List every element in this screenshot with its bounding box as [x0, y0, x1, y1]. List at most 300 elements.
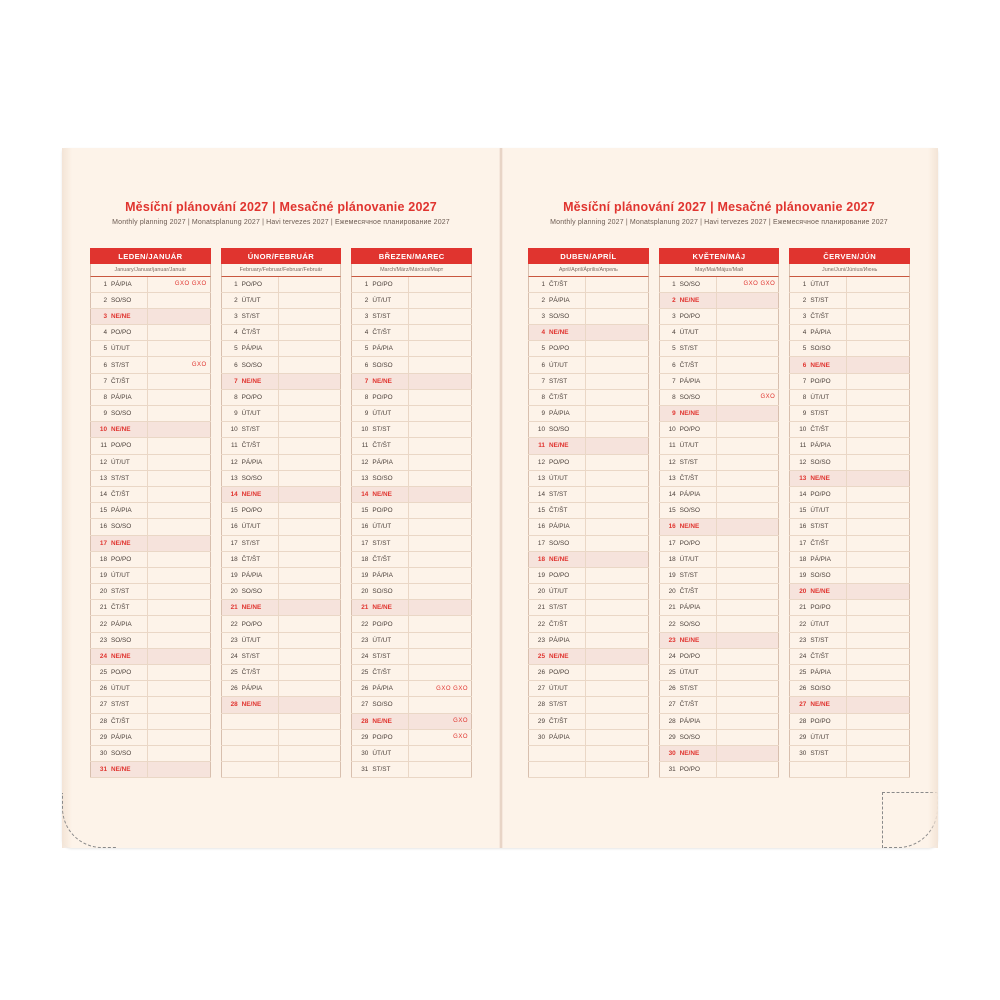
day-note-field[interactable] — [278, 665, 341, 681]
day-name: NE/NE — [109, 422, 148, 438]
day-note-field[interactable] — [148, 535, 211, 551]
day-name: ST/ST — [678, 454, 717, 470]
day-note-field[interactable] — [847, 665, 910, 681]
day-note-field[interactable] — [847, 713, 910, 729]
table-row — [352, 325, 472, 341]
table-row — [91, 713, 211, 729]
day-note-field[interactable] — [278, 406, 341, 422]
table-row — [659, 551, 779, 567]
day-note-field[interactable] — [409, 422, 472, 438]
day-note-field[interactable] — [847, 292, 910, 308]
table-row — [529, 373, 649, 389]
day-number: 24 — [221, 648, 240, 664]
day-note-field[interactable] — [409, 486, 472, 502]
day-name: ST/ST — [240, 648, 279, 664]
day-note-field[interactable] — [847, 616, 910, 632]
table-row — [790, 729, 910, 745]
day-note-field[interactable] — [409, 697, 472, 713]
day-name: PO/PO — [109, 665, 148, 681]
day-number: 19 — [91, 567, 110, 583]
day-note-field[interactable] — [586, 616, 649, 632]
day-note-field[interactable] — [586, 292, 649, 308]
day-note-field[interactable] — [847, 486, 910, 502]
day-name: ÚT/UT — [240, 406, 279, 422]
day-note-field[interactable] — [278, 292, 341, 308]
day-note-field[interactable] — [278, 308, 341, 324]
table-row — [91, 454, 211, 470]
day-name: PÁ/PIA — [240, 681, 279, 697]
day-note-field[interactable] — [716, 551, 779, 567]
day-note-field[interactable] — [148, 325, 211, 341]
day-note-field[interactable] — [716, 648, 779, 664]
table-row — [221, 406, 341, 422]
day-name: PO/PO — [808, 713, 847, 729]
day-note-field[interactable] — [847, 535, 910, 551]
handwritten-mark: GXO — [453, 718, 469, 725]
day-note-field[interactable] — [716, 357, 779, 373]
day-note-field[interactable] — [847, 632, 910, 648]
day-note-field[interactable] — [847, 373, 910, 389]
day-note-field[interactable] — [716, 470, 779, 486]
day-name: PÁ/PIA — [678, 713, 717, 729]
day-number: 9 — [529, 406, 548, 422]
day-note-field[interactable] — [716, 438, 779, 454]
day-note-field[interactable] — [148, 389, 211, 405]
day-name: SO/SO — [240, 584, 279, 600]
day-note-field[interactable] — [148, 665, 211, 681]
day-note-field[interactable] — [148, 729, 211, 745]
day-note-field[interactable] — [716, 325, 779, 341]
day-note-field[interactable] — [278, 551, 341, 567]
month-day-table — [528, 277, 649, 779]
table-row — [790, 535, 910, 551]
day-note-field[interactable] — [847, 357, 910, 373]
table-row — [91, 470, 211, 486]
day-note-field[interactable] — [148, 486, 211, 502]
day-note-field[interactable] — [409, 292, 472, 308]
table-row — [659, 486, 779, 502]
day-note-field[interactable] — [716, 308, 779, 324]
day-number: 21 — [352, 600, 371, 616]
day-note-field[interactable] — [409, 277, 472, 293]
day-note-field[interactable] — [278, 438, 341, 454]
day-note-field[interactable] — [278, 762, 341, 778]
day-name: ST/ST — [109, 357, 148, 373]
day-note-field[interactable] — [148, 454, 211, 470]
table-row — [352, 341, 472, 357]
day-note-field[interactable] — [716, 584, 779, 600]
day-note-field[interactable] — [847, 600, 910, 616]
day-name: ST/ST — [240, 422, 279, 438]
day-note-field[interactable] — [586, 470, 649, 486]
day-note-field[interactable] — [148, 648, 211, 664]
day-name: PO/PO — [109, 438, 148, 454]
table-row — [659, 697, 779, 713]
day-note-field[interactable] — [716, 632, 779, 648]
day-note-field[interactable] — [409, 713, 472, 729]
day-note-field[interactable] — [586, 422, 649, 438]
day-note-field[interactable] — [409, 632, 472, 648]
day-note-field[interactable] — [148, 373, 211, 389]
day-note-field[interactable] — [148, 600, 211, 616]
month-title: LEDEN/JANUÁR — [90, 248, 211, 264]
day-note-field[interactable] — [148, 745, 211, 761]
day-note-field[interactable] — [716, 486, 779, 502]
table-row — [352, 632, 472, 648]
day-note-field[interactable] — [278, 697, 341, 713]
table-row — [352, 729, 472, 745]
table-row — [91, 341, 211, 357]
day-name: ČT/ŠT — [678, 697, 717, 713]
table-row — [352, 713, 472, 729]
table-row — [91, 600, 211, 616]
day-note-field[interactable] — [278, 325, 341, 341]
day-note-field[interactable] — [586, 632, 649, 648]
month-title: KVĚTEN/MÁJ — [659, 248, 780, 264]
table-row — [221, 341, 341, 357]
day-note-field[interactable] — [586, 357, 649, 373]
month-column--erven-j-n — [789, 248, 910, 778]
day-note-field[interactable] — [586, 551, 649, 567]
day-note-field[interactable] — [716, 406, 779, 422]
day-note-field[interactable] — [148, 584, 211, 600]
handwritten-mark: GXO GXO — [436, 685, 469, 692]
day-note-field[interactable] — [586, 308, 649, 324]
day-note-field[interactable] — [847, 551, 910, 567]
table-row — [221, 277, 341, 293]
day-note-field[interactable] — [716, 600, 779, 616]
day-note-field[interactable] — [409, 341, 472, 357]
day-number: 3 — [790, 308, 809, 324]
day-note-field[interactable] — [278, 567, 341, 583]
month-day-table — [659, 277, 780, 779]
day-number: 8 — [221, 389, 240, 405]
day-number: 21 — [659, 600, 678, 616]
day-note-field[interactable] — [148, 713, 211, 729]
day-number: 23 — [352, 632, 371, 648]
day-note-field[interactable] — [847, 389, 910, 405]
day-note-field[interactable] — [847, 567, 910, 583]
day-note-field[interactable] — [586, 729, 649, 745]
day-note-field[interactable] — [409, 308, 472, 324]
day-note-field[interactable] — [586, 454, 649, 470]
day-note-field[interactable] — [847, 406, 910, 422]
day-note-field[interactable] — [586, 277, 649, 293]
day-name: PO/PO — [370, 389, 409, 405]
day-number: 12 — [659, 454, 678, 470]
day-note-field[interactable] — [586, 745, 649, 761]
day-number: 19 — [659, 567, 678, 583]
day-note-field[interactable] — [847, 762, 910, 778]
day-note-field[interactable] — [278, 486, 341, 502]
day-note-field[interactable] — [847, 341, 910, 357]
table-row — [790, 648, 910, 664]
day-name: PO/PO — [678, 535, 717, 551]
day-note-field[interactable] — [586, 600, 649, 616]
day-note-field[interactable] — [409, 389, 472, 405]
day-note-field[interactable] — [716, 697, 779, 713]
day-note-field[interactable] — [409, 665, 472, 681]
day-note-field[interactable] — [409, 745, 472, 761]
table-row — [352, 357, 472, 373]
day-note-field[interactable] — [278, 713, 341, 729]
day-note-field[interactable] — [586, 438, 649, 454]
day-note-field[interactable] — [586, 486, 649, 502]
day-note-field[interactable] — [716, 341, 779, 357]
day-number: 5 — [352, 341, 371, 357]
table-row — [529, 277, 649, 293]
day-number: 25 — [529, 648, 548, 664]
day-number: 20 — [221, 584, 240, 600]
table-row — [352, 762, 472, 778]
day-note-field[interactable] — [847, 438, 910, 454]
day-note-field[interactable] — [847, 729, 910, 745]
day-note-field[interactable] — [847, 648, 910, 664]
day-name: PÁ/PIA — [678, 373, 717, 389]
day-note-field[interactable] — [278, 519, 341, 535]
day-note-field[interactable] — [409, 438, 472, 454]
day-name: PÁ/PIA — [808, 665, 847, 681]
day-note-field[interactable] — [148, 762, 211, 778]
table-row — [352, 470, 472, 486]
day-note-field[interactable] — [716, 454, 779, 470]
day-note-field[interactable] — [148, 277, 211, 293]
day-note-field[interactable] — [716, 665, 779, 681]
day-note-field[interactable] — [586, 697, 649, 713]
day-note-field[interactable] — [586, 567, 649, 583]
day-note-field[interactable] — [586, 389, 649, 405]
day-name: PÁ/PIA — [240, 567, 279, 583]
day-name: ÚT/UT — [370, 745, 409, 761]
day-number: 2 — [221, 292, 240, 308]
day-note-field[interactable] — [586, 681, 649, 697]
day-name: ČT/ŠT — [678, 470, 717, 486]
day-note-field[interactable] — [148, 551, 211, 567]
day-note-field[interactable] — [409, 535, 472, 551]
day-note-field[interactable] — [409, 584, 472, 600]
day-note-field[interactable] — [148, 292, 211, 308]
day-note-field[interactable] — [409, 503, 472, 519]
table-row — [790, 486, 910, 502]
day-note-field[interactable] — [847, 308, 910, 324]
day-note-field[interactable] — [148, 308, 211, 324]
day-name: NE/NE — [370, 486, 409, 502]
month-subtitle: May/Mai/Május/Май — [659, 264, 780, 277]
table-row — [790, 616, 910, 632]
day-note-field[interactable] — [409, 567, 472, 583]
day-note-field[interactable] — [148, 681, 211, 697]
day-note-field[interactable] — [409, 373, 472, 389]
day-note-field[interactable] — [586, 665, 649, 681]
table-row — [529, 632, 649, 648]
day-note-field[interactable] — [278, 470, 341, 486]
table-row — [790, 406, 910, 422]
day-note-field[interactable] — [278, 535, 341, 551]
day-note-field[interactable] — [716, 389, 779, 405]
day-name: NE/NE — [547, 438, 586, 454]
day-number: 21 — [529, 600, 548, 616]
day-note-field[interactable] — [847, 470, 910, 486]
day-note-field[interactable] — [586, 406, 649, 422]
day-note-field[interactable] — [278, 600, 341, 616]
day-note-field[interactable] — [409, 729, 472, 745]
day-number — [221, 745, 240, 761]
day-note-field[interactable] — [847, 681, 910, 697]
day-name: PO/PO — [240, 389, 279, 405]
day-note-field[interactable] — [148, 438, 211, 454]
day-number: 25 — [790, 665, 809, 681]
day-name: NE/NE — [240, 486, 279, 502]
day-note-field[interactable] — [148, 503, 211, 519]
day-note-field[interactable] — [716, 729, 779, 745]
day-note-field[interactable] — [847, 422, 910, 438]
day-number: 24 — [91, 648, 110, 664]
day-number: 22 — [91, 616, 110, 632]
day-number: 23 — [659, 632, 678, 648]
day-number: 8 — [529, 389, 548, 405]
day-note-field[interactable] — [278, 373, 341, 389]
day-note-field[interactable] — [716, 373, 779, 389]
table-row — [221, 567, 341, 583]
day-note-field[interactable] — [148, 357, 211, 373]
day-number: 11 — [91, 438, 110, 454]
day-note-field[interactable] — [716, 292, 779, 308]
day-note-field[interactable] — [847, 454, 910, 470]
day-name: ČT/ŠT — [240, 551, 279, 567]
day-note-field[interactable] — [409, 616, 472, 632]
day-note-field[interactable] — [847, 277, 910, 293]
day-note-field[interactable] — [409, 600, 472, 616]
day-name: SO/SO — [547, 308, 586, 324]
day-name: SO/SO — [109, 632, 148, 648]
day-note-field[interactable] — [278, 389, 341, 405]
day-number: 9 — [659, 406, 678, 422]
day-note-field[interactable] — [278, 681, 341, 697]
day-note-field[interactable] — [586, 648, 649, 664]
day-note-field[interactable] — [847, 519, 910, 535]
day-number: 30 — [91, 745, 110, 761]
day-name: ČT/ŠT — [370, 665, 409, 681]
day-note-field[interactable] — [847, 584, 910, 600]
day-note-field[interactable] — [278, 648, 341, 664]
day-note-field[interactable] — [716, 277, 779, 293]
table-row — [91, 486, 211, 502]
day-number: 24 — [659, 648, 678, 664]
day-note-field[interactable] — [148, 519, 211, 535]
day-note-field[interactable] — [409, 454, 472, 470]
day-note-field[interactable] — [586, 341, 649, 357]
day-note-field[interactable] — [586, 503, 649, 519]
day-number: 13 — [790, 470, 809, 486]
day-note-field[interactable] — [148, 406, 211, 422]
table-row — [529, 486, 649, 502]
table-row — [659, 341, 779, 357]
day-note-field[interactable] — [409, 470, 472, 486]
day-name: ÚT/UT — [370, 406, 409, 422]
day-name: PÁ/PIA — [547, 292, 586, 308]
day-note-field[interactable] — [278, 616, 341, 632]
day-note-field[interactable] — [409, 325, 472, 341]
day-number: 19 — [221, 567, 240, 583]
day-note-field[interactable] — [278, 729, 341, 745]
day-note-field[interactable] — [409, 681, 472, 697]
day-note-field[interactable] — [716, 681, 779, 697]
day-note-field[interactable] — [278, 277, 341, 293]
day-note-field[interactable] — [716, 567, 779, 583]
day-note-field[interactable] — [847, 745, 910, 761]
day-note-field[interactable] — [409, 406, 472, 422]
month-column-kv-ten-m-j — [659, 248, 780, 778]
table-row-empty — [221, 713, 341, 729]
day-note-field[interactable] — [278, 422, 341, 438]
day-note-field[interactable] — [278, 454, 341, 470]
day-note-field[interactable] — [148, 341, 211, 357]
day-note-field[interactable] — [278, 503, 341, 519]
day-note-field[interactable] — [716, 519, 779, 535]
day-note-field[interactable] — [716, 535, 779, 551]
day-note-field[interactable] — [409, 762, 472, 778]
day-note-field[interactable] — [148, 422, 211, 438]
day-name: ČT/ŠT — [547, 616, 586, 632]
day-note-field[interactable] — [586, 373, 649, 389]
day-note-field[interactable] — [409, 357, 472, 373]
day-note-field[interactable] — [278, 584, 341, 600]
table-row — [529, 584, 649, 600]
day-note-field[interactable] — [716, 503, 779, 519]
day-note-field[interactable] — [847, 697, 910, 713]
day-name: PO/PO — [547, 567, 586, 583]
day-note-field[interactable] — [716, 745, 779, 761]
day-note-field[interactable] — [716, 422, 779, 438]
day-note-field[interactable] — [586, 535, 649, 551]
day-name: PÁ/PIA — [547, 519, 586, 535]
day-note-field[interactable] — [586, 762, 649, 778]
day-note-field[interactable] — [148, 567, 211, 583]
day-note-field[interactable] — [716, 616, 779, 632]
day-note-field[interactable] — [409, 551, 472, 567]
day-note-field[interactable] — [586, 519, 649, 535]
day-note-field[interactable] — [409, 519, 472, 535]
day-number: 27 — [529, 681, 548, 697]
day-note-field[interactable] — [278, 341, 341, 357]
day-note-field[interactable] — [716, 762, 779, 778]
day-note-field[interactable] — [586, 713, 649, 729]
table-row — [790, 292, 910, 308]
table-row — [529, 681, 649, 697]
day-note-field[interactable] — [586, 584, 649, 600]
day-number: 22 — [529, 616, 548, 632]
table-row — [221, 665, 341, 681]
day-note-field[interactable] — [847, 503, 910, 519]
day-number: 26 — [352, 681, 371, 697]
table-row — [352, 648, 472, 664]
day-name: PÁ/PIA — [547, 632, 586, 648]
day-note-field[interactable] — [148, 616, 211, 632]
table-row — [91, 697, 211, 713]
day-note-field[interactable] — [148, 697, 211, 713]
day-note-field[interactable] — [148, 470, 211, 486]
day-note-field[interactable] — [716, 713, 779, 729]
day-number — [529, 745, 548, 761]
day-note-field[interactable] — [847, 325, 910, 341]
day-note-field[interactable] — [409, 648, 472, 664]
day-note-field[interactable] — [278, 745, 341, 761]
day-number: 26 — [221, 681, 240, 697]
day-note-field[interactable] — [148, 632, 211, 648]
day-note-field[interactable] — [278, 632, 341, 648]
day-note-field[interactable] — [278, 357, 341, 373]
day-note-field[interactable] — [586, 325, 649, 341]
